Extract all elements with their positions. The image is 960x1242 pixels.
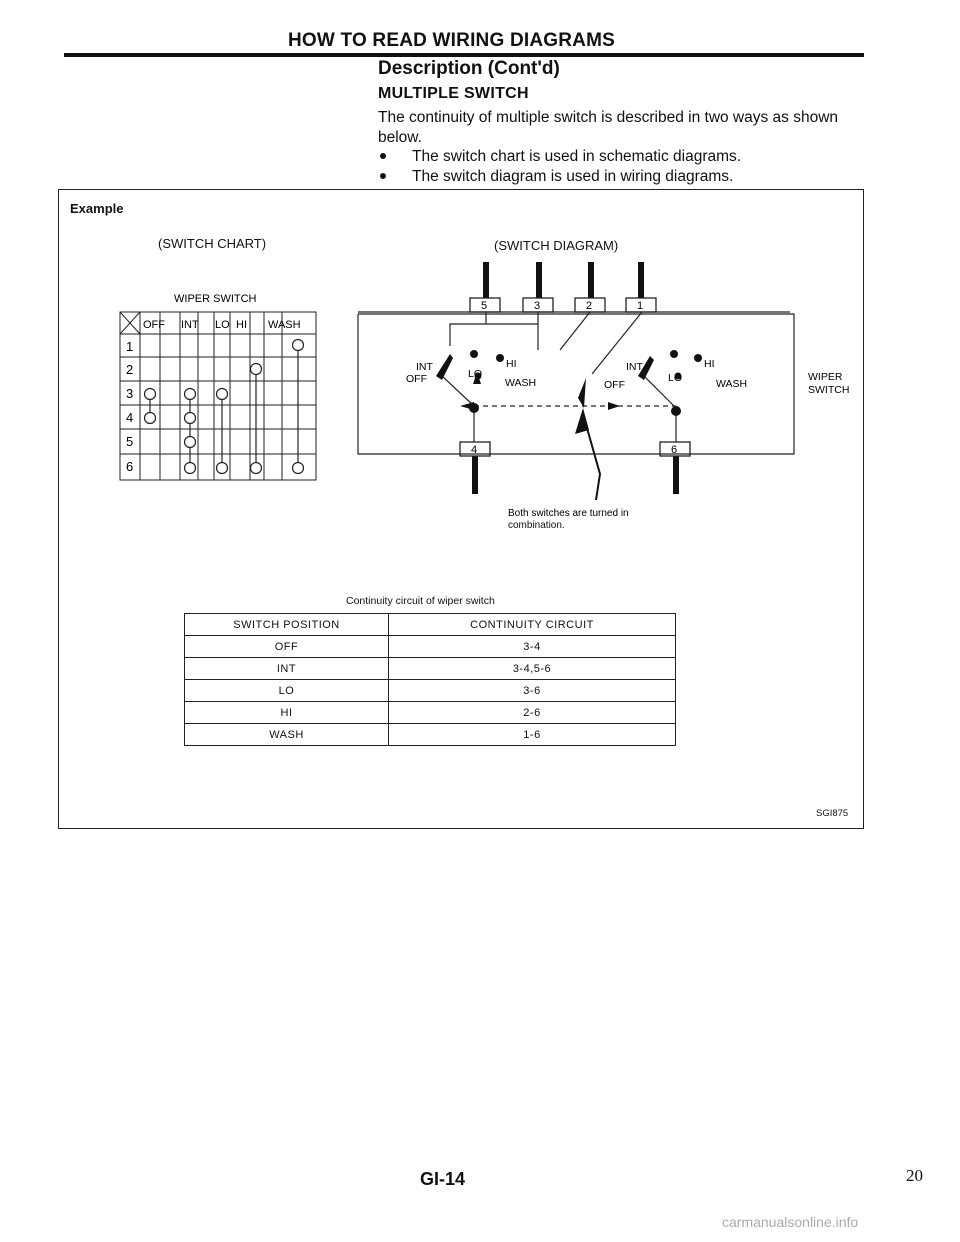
switch-chart-title: WIPER SWITCH — [174, 293, 257, 305]
table-row — [185, 636, 676, 658]
table-header-cell: CONTINUITY CIRCUIT — [389, 614, 676, 636]
right-int-label: INT — [626, 361, 643, 373]
continuity-caption: Continuity circuit of wiper switch — [346, 595, 495, 607]
left-off-label: OFF — [406, 373, 427, 385]
page-title: HOW TO READ WIRING DIAGRAMS — [288, 30, 615, 51]
connector-3: 3 — [534, 300, 541, 312]
wiper-switch-label-2: SWITCH — [808, 384, 850, 396]
example-label: Example — [70, 201, 124, 216]
figure-code: SGI875 — [816, 808, 849, 819]
right-hi-label: HI — [704, 358, 715, 370]
chart-row-6: 6 — [126, 459, 134, 474]
continuity-table — [184, 613, 676, 746]
wiper-switch-label: WIPER — [808, 371, 843, 383]
bullet-text: The switch diagram is used in wiring diagrams. — [412, 168, 734, 185]
switch-diagram — [350, 258, 860, 518]
sub-heading: MULTIPLE SWITCH — [378, 85, 529, 102]
table-cell: INT — [185, 658, 389, 680]
combination-note: Both switches are turned in — [508, 508, 629, 518]
left-wash-label: WASH — [505, 377, 537, 389]
table-cell: OFF — [185, 636, 389, 658]
table-header-row — [185, 614, 676, 636]
watermark: carmanualsonline.info — [722, 1214, 859, 1230]
bullet-item — [378, 168, 733, 186]
right-wash-label: WASH — [716, 378, 748, 390]
switch-chart — [110, 282, 320, 490]
table-cell: 3-4,5-6 — [389, 658, 676, 680]
bullet-dot-icon — [380, 153, 386, 159]
table-row — [185, 702, 676, 724]
chart-col-int: INT — [181, 319, 199, 331]
intro-paragraph: The continuity of multiple switch is described in two ways as shown below. — [378, 109, 839, 146]
table-row — [185, 658, 676, 680]
chart-row-1: 1 — [126, 339, 134, 354]
switch-chart-caption: (SWITCH CHART) — [158, 236, 267, 251]
connector-5: 5 — [481, 300, 488, 312]
chart-row-3: 3 — [126, 386, 134, 401]
connector-1: 1 — [637, 300, 644, 312]
page-number: GI-14 — [420, 1169, 466, 1189]
switch-diagram-caption: (SWITCH DIAGRAM) — [494, 238, 619, 253]
chart-col-wash: WASH — [268, 319, 301, 331]
right-lo-label: LO — [668, 372, 683, 384]
left-int-label: INT — [416, 361, 433, 373]
chart-col-off: OFF — [143, 319, 165, 331]
table-cell: LO — [185, 680, 389, 702]
left-lo-label: LO — [468, 368, 483, 380]
connector-6: 6 — [671, 444, 678, 456]
table-cell: 3-6 — [389, 680, 676, 702]
table-row — [185, 680, 676, 702]
chart-col-lo: LO — [215, 319, 230, 331]
table-cell: 3-4 — [389, 636, 676, 658]
right-off-label: OFF — [604, 379, 625, 391]
table-cell: WASH — [185, 724, 389, 746]
left-hi-label: HI — [506, 358, 517, 370]
table-cell: 1-6 — [389, 724, 676, 746]
chart-row-2: 2 — [126, 362, 134, 377]
table-row — [185, 724, 676, 746]
title-rule — [64, 53, 864, 57]
table-cell: HI — [185, 702, 389, 724]
chart-row-4: 4 — [126, 410, 134, 425]
bullet-text: The switch chart is used in schematic diagrams. — [412, 148, 742, 165]
bullet-item — [378, 148, 741, 166]
chart-row-5: 5 — [126, 434, 134, 449]
bullet-dot-icon — [380, 173, 386, 179]
table-cell: 2-6 — [389, 702, 676, 724]
connector-4: 4 — [471, 444, 478, 456]
chart-col-hi: HI — [236, 319, 247, 331]
connector-2: 2 — [586, 300, 593, 312]
sheet-number: 20 — [906, 1166, 923, 1185]
table-header-cell: SWITCH POSITION — [185, 614, 389, 636]
section-heading: Description (Cont'd) — [378, 58, 560, 79]
combination-note-2: combination. — [508, 520, 565, 531]
